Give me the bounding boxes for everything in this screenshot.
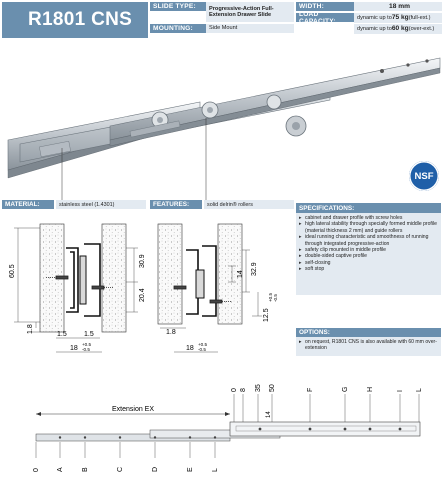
dim-D: D [152, 466, 159, 472]
load-over-ext: dynamic up to 60 kg (over-ext.) [354, 24, 442, 34]
spec-item: ▸ soft stop [299, 266, 438, 272]
dim-20-4: 20.4 [139, 288, 146, 302]
dim-18: 18 [186, 345, 194, 352]
cross-section-left [0, 210, 148, 370]
product-title: R1801 CNS [2, 2, 148, 38]
tol-plus: +0.5 [268, 292, 273, 302]
side-drawer-rail [230, 422, 420, 436]
dim-L-top: L [416, 388, 423, 392]
specifications-list [296, 213, 441, 295]
tol-plus: +0.5 [198, 342, 208, 347]
dim-H: H [367, 386, 374, 392]
load-capacity-label: LOAD CAPACITY: [296, 13, 354, 22]
dim-1-5a: 1.5 [57, 331, 67, 338]
spec-item: ▸ double-sided captive profile [299, 253, 438, 259]
spec-item: ▸ high lateral stability through specially formed middle profile (material thickness 2 mm) and guide rollers [299, 221, 438, 234]
nsf-badge: NSF [409, 161, 439, 191]
mounting-value: Side Mount [206, 24, 294, 33]
roller [267, 95, 281, 109]
tol-minus: -0.5 [198, 347, 206, 352]
dim-G: G [342, 386, 349, 392]
features-label: FEATURES: [150, 200, 202, 209]
specifications-title: SPECIFICATIONS: [296, 203, 441, 213]
spec-item: ▸ ideal running characteristic and smoothness of running through integrated progressive-action [299, 234, 438, 247]
tol-plus: +0.5 [82, 342, 92, 347]
width-label: WIDTH: [296, 2, 354, 11]
extension-label: Extension EX [112, 406, 155, 413]
dim-1-5b: 1.5 [84, 331, 94, 338]
dim-35: 35 [255, 384, 262, 392]
load-full-ext: dynamic up to 75 kg (full-ext.) [354, 13, 442, 23]
dim-0-top: 0 [231, 388, 238, 392]
dim-12-5: 12.5 [263, 308, 270, 322]
specifications-panel [296, 203, 441, 295]
slide-illustration [0, 40, 444, 200]
dim-B: B [82, 467, 89, 472]
dim-E: E [187, 467, 194, 472]
tol-minus: -0.5 [82, 347, 90, 352]
dim-14: 14 [237, 270, 244, 278]
options-title: OPTIONS: [296, 328, 441, 337]
dim-0-bottom: 0 [33, 468, 40, 472]
material-value: stainless steel (1.4301) [56, 200, 146, 209]
spec-item: ▸ self-closing [299, 260, 438, 266]
dim-18: 18 [70, 345, 78, 352]
dim-1-8: 1.8 [27, 324, 34, 334]
dim-F: F [307, 387, 314, 392]
options-panel [296, 328, 441, 356]
slide-type-value: Progressive-Action Full-Extension Drawer Slide [206, 2, 294, 22]
dim-60-5: 60.5 [9, 264, 16, 278]
spec-item: ▸ cabinet and drawer profile with screw holes [299, 215, 438, 221]
dim-14: 14 [266, 411, 272, 418]
dim-50: 50 [269, 384, 276, 392]
side-view-drawing [0, 372, 444, 480]
spec-item: ▸ safety clip mounted in middle profile [299, 247, 438, 253]
features-value: solid delrin® rollers [204, 200, 294, 209]
dim-1-8: 1.8 [166, 329, 176, 336]
dim-30-9: 30.9 [139, 254, 146, 268]
dim-C: C [117, 466, 124, 472]
mounting-label: MOUNTING: [150, 24, 206, 33]
dim-A: A [57, 467, 64, 472]
tol-minus: -0.5 [273, 294, 278, 302]
dim-32-9: 32.9 [251, 262, 258, 276]
dim-L-bottom: L [212, 468, 219, 472]
dim-8: 8 [240, 388, 247, 392]
slide-type-label: SLIDE TYPE: [150, 2, 206, 11]
option-item: ▸ on request, R1801 CNS is also available with 60 mm over-extension [296, 337, 441, 356]
material-label: MATERIAL: [2, 200, 54, 209]
dim-I: I [397, 390, 404, 392]
width-value: 18 mm [354, 2, 442, 11]
cross-section-right [146, 210, 296, 370]
